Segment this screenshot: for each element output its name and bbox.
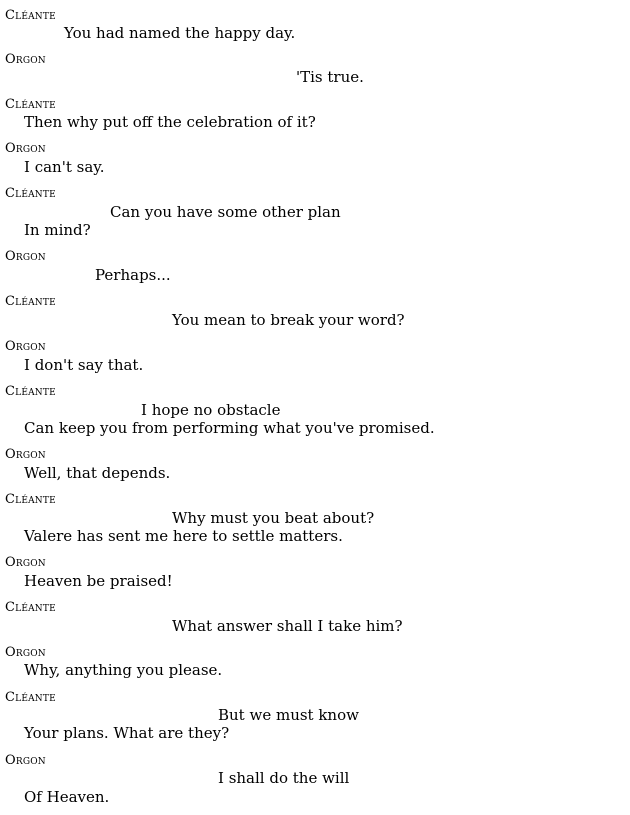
speaker-name: Orgon [5,141,46,156]
dialogue-line: But we must know [218,706,359,724]
dialogue-line: I shall do the will [218,769,350,787]
dialogue-line: Why, anything you please. [24,661,223,679]
dialogue-line: I can't say. [24,158,105,176]
dialogue-line: I hope no obstacle [141,401,281,419]
dialogue-line: Of Heaven. [24,788,110,806]
dialogue-line: Can you have some other plan [110,203,341,221]
speaker-name: Orgon [5,52,46,67]
dialogue-line: You mean to break your word? [172,311,405,329]
dialogue-line: In mind? [24,221,91,239]
speaker-name: Orgon [5,753,46,768]
speaker-name: Cléante [5,8,56,23]
dialogue-line: Well, that depends. [24,464,171,482]
speaker-name: Cléante [5,294,56,309]
dialogue-line: Your plans. What are they? [24,724,230,742]
speaker-name: Orgon [5,447,46,462]
dialogue-line: Can keep you from performing what you've promised. [24,419,435,437]
dialogue-line: You had named the happy day. [64,24,296,42]
speaker-name: Orgon [5,339,46,354]
speaker-name: Cléante [5,384,56,399]
dialogue-line: Why must you beat about? [172,509,375,527]
speaker-name: Orgon [5,555,46,570]
speaker-name: Cléante [5,600,56,615]
speaker-name: Cléante [5,186,56,201]
speaker-name: Cléante [5,690,56,705]
dialogue-line: Heaven be praised! [24,572,173,590]
speaker-name: Cléante [5,492,56,507]
dialogue-line: Valere has sent me here to settle matters. [24,527,343,545]
speaker-name: Cléante [5,97,56,112]
dialogue-line: What answer shall I take him? [172,617,403,635]
dialogue-line: Perhaps... [95,266,171,284]
dialogue-line: 'Tis true. [296,68,364,86]
dialogue-line: Then why put off the celebration of it? [24,113,316,131]
speaker-name: Orgon [5,645,46,660]
speaker-name: Orgon [5,249,46,264]
dialogue-line: I don't say that. [24,356,144,374]
